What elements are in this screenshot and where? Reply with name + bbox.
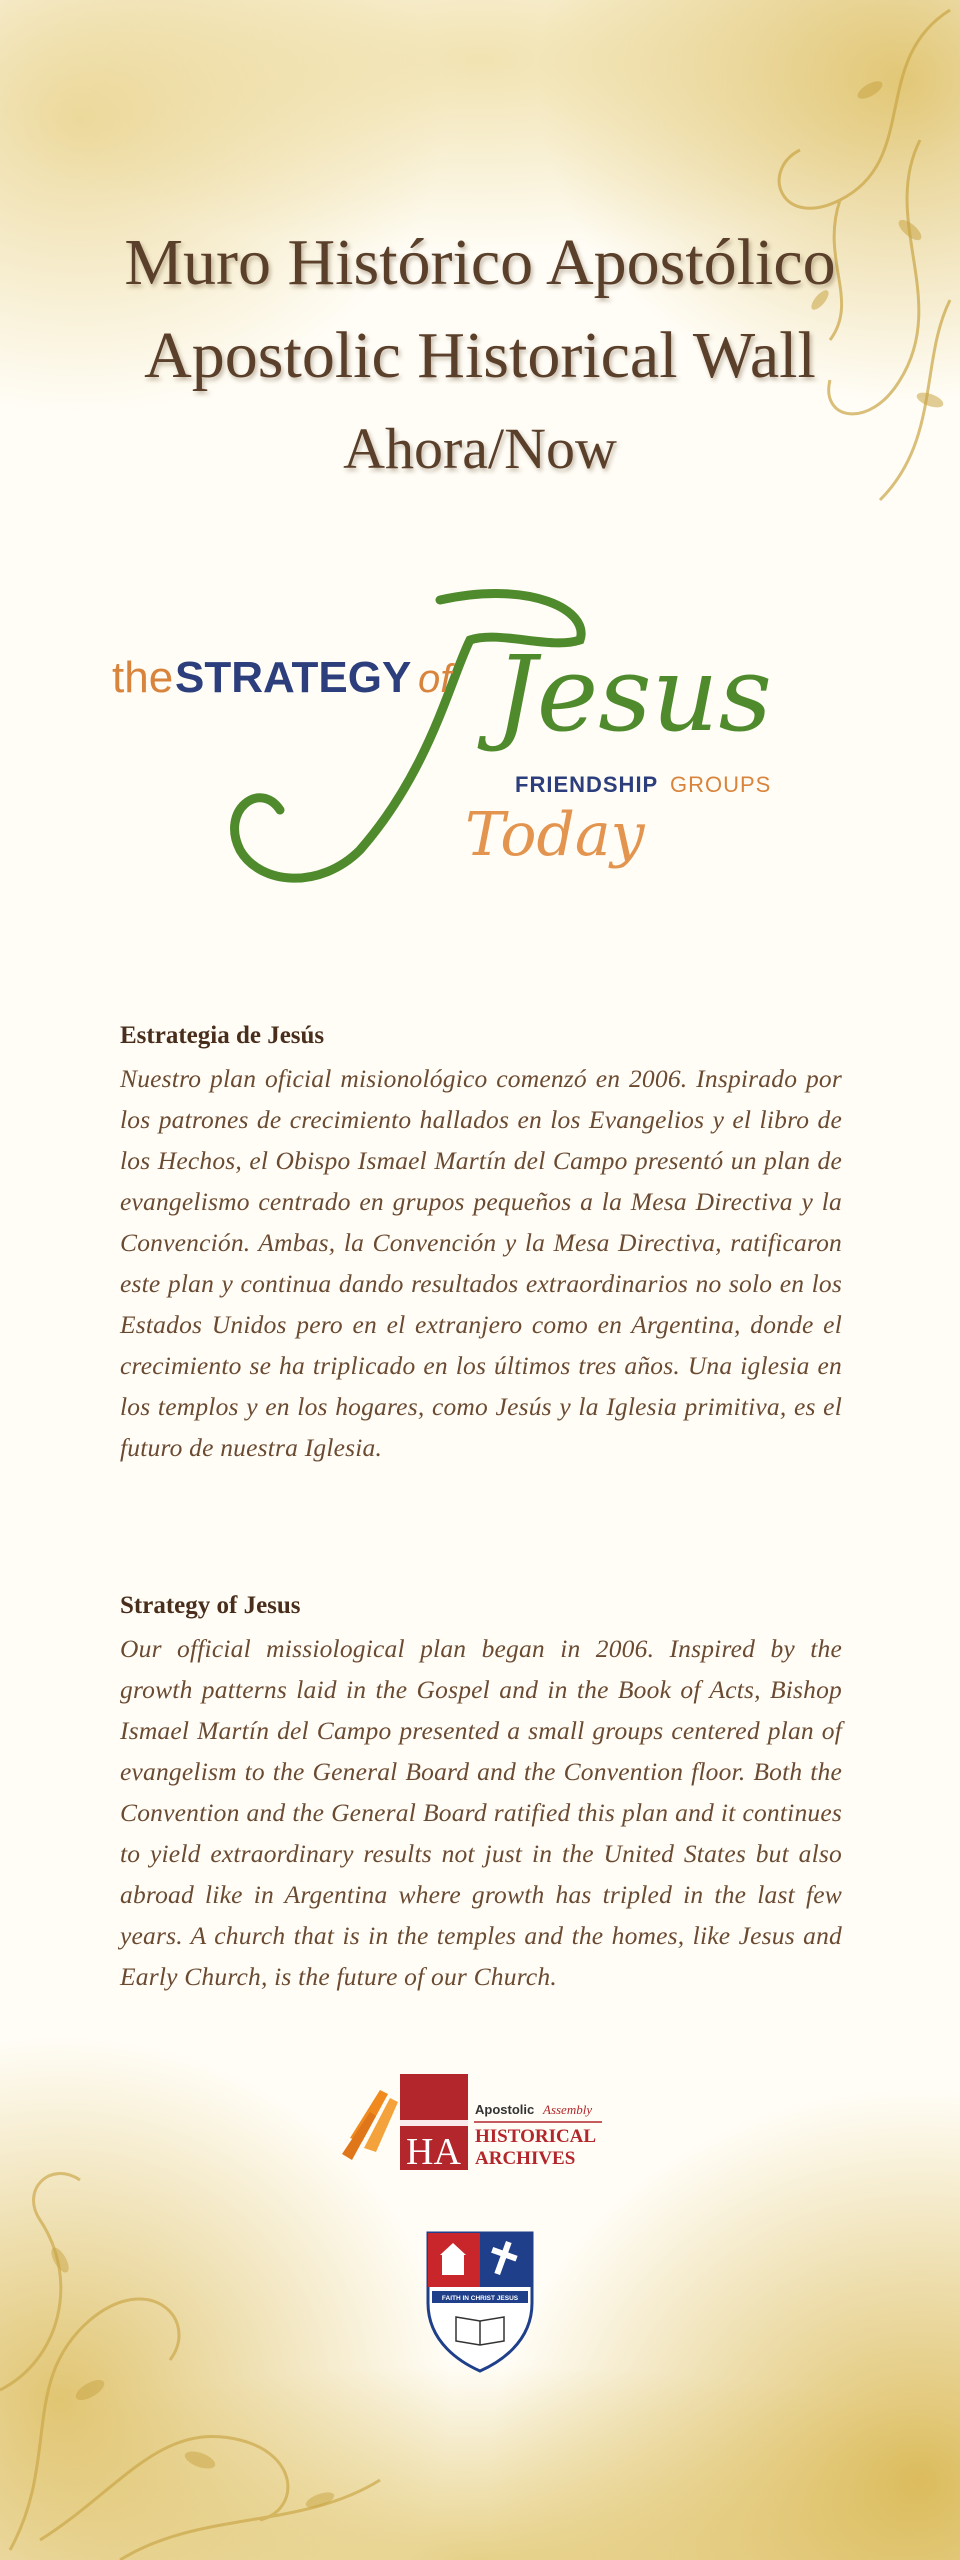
seal-motto: FAITH IN CHRIST JESUS	[441, 2295, 519, 2302]
ha-initials: HA	[406, 2131, 461, 2173]
apostolic-assembly-seal-icon	[418, 2225, 542, 2373]
logo-friendship: FRIENDSHIP	[515, 772, 659, 797]
ha-line1: HISTORICAL	[475, 2126, 597, 2147]
logo-jesus: Jesus	[495, 633, 772, 755]
spanish-section	[120, 1022, 842, 1468]
logo-strategy: STRATEGY	[175, 653, 412, 702]
logo-of: of	[418, 657, 452, 701]
english-section	[120, 1592, 842, 1997]
strategy-of-jesus-logo	[110, 580, 860, 910]
ha-apostolic: Apostolic	[475, 2102, 535, 2117]
historical-archives-logo	[340, 2068, 610, 2178]
ha-line2: ARCHIVES	[475, 2148, 576, 2169]
logo-today: Today	[465, 800, 645, 870]
spanish-body: Nuestro plan oficial misionológico comenzó en 2006. Inspirado por los patrones de crecimiento hallados en los Evangelios y el libro de los Hechos, el Obispo Ismael Martín del Campo presentó un plan de evangelismo centrado en grupos pequeños a la Mesa Directiva y la Convención. Ambas, la Convención y la Mesa Directiva, ratificaron este plan y continua dando resultados extraordinarios no solo en los Estados Unidos pero en el extranjero como en Argentina, donde el crecimiento se ha triplicado en los últimos tres años. Una iglesia en los templos y en los hogares, como Jesús y la Iglesia primitiva, es el futuro de nuestra Iglesia.	[120, 1064, 842, 1462]
logo-groups: GROUPS	[670, 772, 772, 797]
title-english: Apostolic Historical Wall	[144, 319, 816, 392]
subtitle-now: Ahora/Now	[343, 416, 617, 481]
ha-assembly: Assembly	[543, 2102, 593, 2117]
title-spanish: Muro Histórico Apostólico	[124, 226, 836, 299]
spanish-heading: Estrategia de Jesús	[120, 1022, 325, 1049]
book-pages-icon	[342, 2090, 398, 2160]
english-heading: Strategy of Jesus	[120, 1592, 301, 1619]
english-body: Our official missiological plan began in 2006. Inspired by the growth patterns laid in the Gospel and in the Book of Acts, Bishop Ismael Martín del Campo presented a small groups centered plan of evangelism to the General Board and the Convention floor. Both the Convention and the General Board ratified this plan and it continues to yield extraordinary results not just in the United States but also abroad like in Argentina where growth has tripled in the last few years. A church that is in the temples and the homes, like Jesus and Early Church, is the future of our Church.	[120, 1634, 842, 1991]
logo-the: the	[112, 653, 174, 702]
